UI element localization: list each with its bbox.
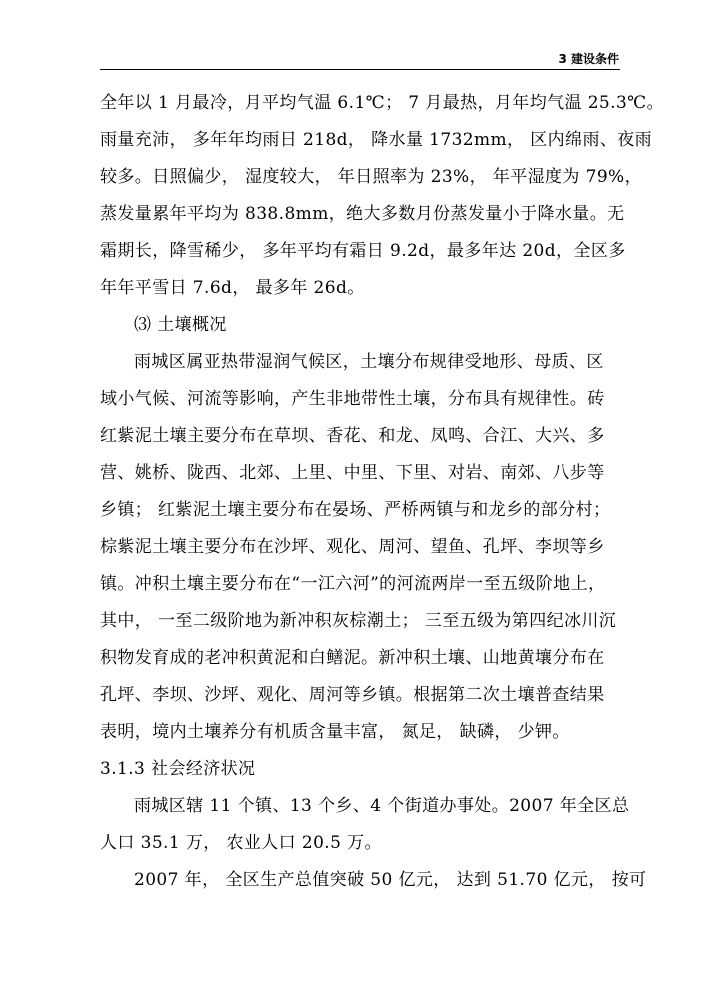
section-heading: 3.1.3 社会经济状况 bbox=[100, 759, 256, 779]
socio-line-1: 雨城区辖 11 个镇、13 个乡、4 个街道办事处。2007 年全区总 bbox=[134, 796, 630, 816]
soil-line-4: 营、姚桥、陇西、北郊、上里、中里、下里、对岩、南郊、八步等 bbox=[100, 463, 605, 483]
soil-line-11: 表明，境内土壤养分有机质含量丰富， 氮足， 缺磷， 少钾。 bbox=[100, 722, 570, 742]
soil-line-1: 雨城区属亚热带湿润气候区，土壤分布规律受地形、母质、区 bbox=[134, 352, 604, 372]
soil-line-6: 棕紫泥土壤主要分布在沙坪、观化、周河、望鱼、孔坪、李坝等乡 bbox=[100, 537, 605, 557]
page-header-title: 3 建设条件 bbox=[558, 52, 619, 66]
climate-line-3: 较多。日照偏少， 湿度较大， 年日照率为 23%， 年平湿度为 79%， bbox=[100, 167, 642, 187]
soil-line-3: 红紫泥土壤主要分布在草坝、香花、和龙、凤鸣、合江、大兴、多 bbox=[100, 426, 605, 446]
gdp-line-1: 2007 年， 全区生产总值突破 50 亿元， 达到 51.70 亿元， 按可 bbox=[134, 870, 647, 890]
header-divider bbox=[100, 69, 620, 70]
climate-line-2: 雨量充沛， 多年年均雨日 218d， 降水量 1732mm， 区内绵雨、夜雨 bbox=[100, 130, 653, 150]
soil-line-10: 孔坪、李坝、沙坪、观化、周河等乡镇。根据第二次土壤普查结果 bbox=[100, 685, 605, 705]
soil-heading: ⑶ 土壤概况 bbox=[134, 315, 227, 335]
socio-line-2: 人口 35.1 万， 农业人口 20.5 万。 bbox=[100, 833, 382, 853]
soil-line-9: 积物发育成的老冲积黄泥和白鳝泥。新冲积土壤、山地黄壤分布在 bbox=[100, 648, 605, 668]
climate-line-6: 年年平雪日 7.6d， 最多年 26d。 bbox=[100, 278, 365, 298]
soil-line-8: 其中， 一至二级阶地为新冲积灰棕潮土； 三至五级为第四纪冰川沉 bbox=[100, 611, 617, 631]
soil-line-5: 乡镇； 红紫泥土壤主要分布在晏场、严桥两镇与和龙乡的部分村； bbox=[100, 500, 611, 520]
soil-line-2: 域小气候、河流等影响，产生非地带性土壤，分布具有规律性。砖 bbox=[100, 389, 605, 409]
soil-line-7: 镇。冲积土壤主要分布在“一江六河”的河流两岸一至五级阶地上， bbox=[100, 574, 606, 594]
climate-line-1: 全年以 1 月最冷，月平均气温 6.1℃； 7 月最热，月年均气温 25.3℃。 bbox=[100, 93, 664, 113]
climate-line-5: 霜期长，降雪稀少， 多年平均有霜日 9.2d，最多年达 20d，全区多 bbox=[100, 241, 626, 261]
climate-line-4: 蒸发量累年平均为 838.8mm，绝大多数月份蒸发量小于降水量。无 bbox=[100, 204, 625, 224]
